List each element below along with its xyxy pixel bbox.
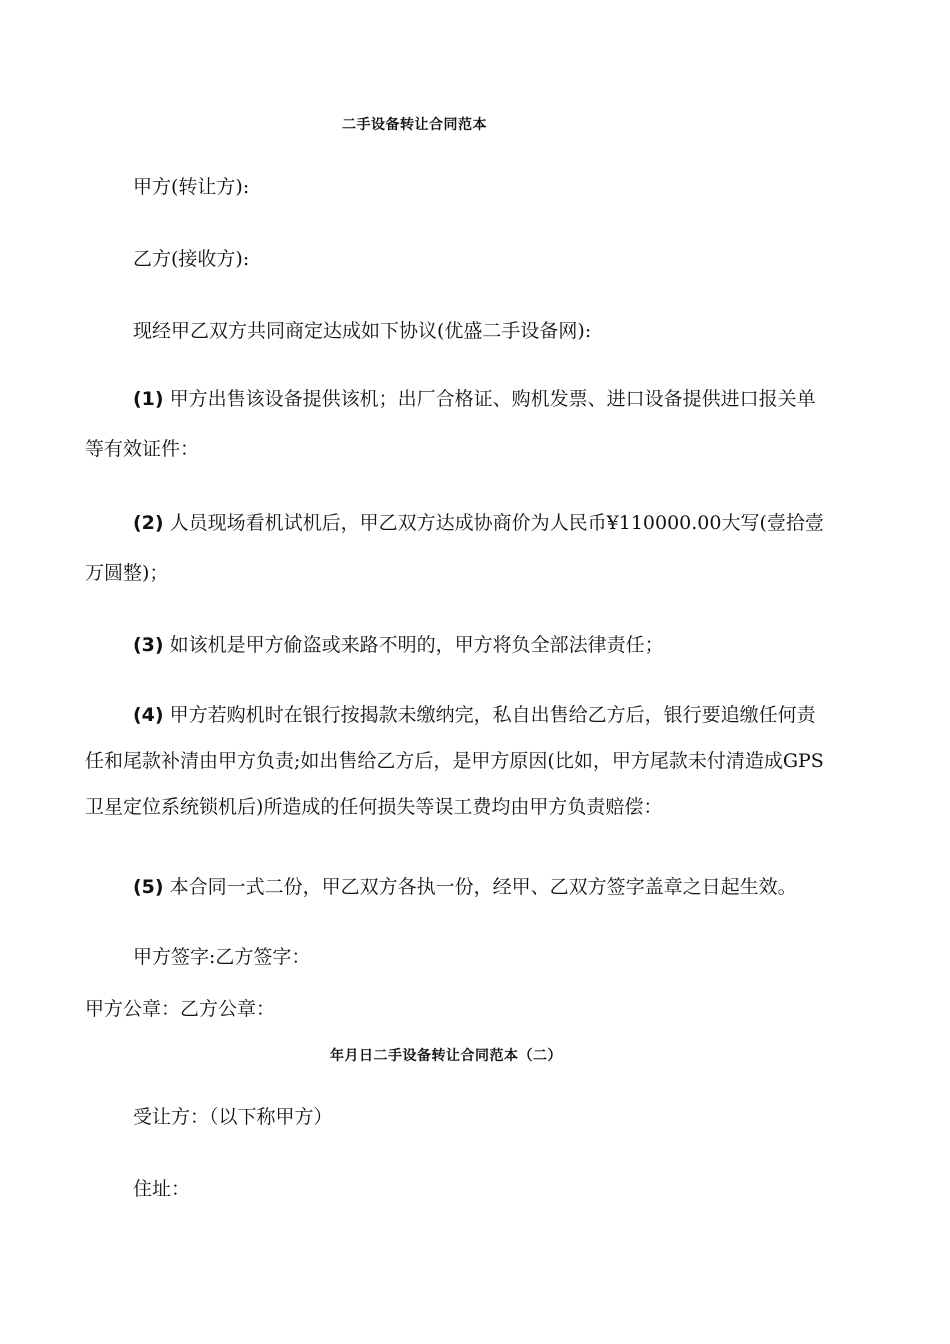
- clause-number: (1): [133, 388, 164, 410]
- clause-line: (2) 人员现场看机试机后，甲乙双方达成协商价为人民币¥110000.00大写(壹拾壹: [133, 512, 824, 534]
- clause-line: (4) 甲方若购机时在银行按揭款未缴纳完，私自出售给乙方后，银行要追缴任何责: [133, 704, 816, 726]
- intro-line: 现经甲乙双方共同商定达成如下协议(优盛二手设备网):: [133, 320, 592, 342]
- seal-line: 甲方公章：乙方公章：: [85, 998, 276, 1020]
- clause-5: [85, 874, 885, 900]
- clause-line: 等有效证件：: [85, 438, 200, 460]
- clause-2: [85, 510, 885, 586]
- document-title: 二手设备转让合同范本: [342, 117, 487, 133]
- address-line: 住址：: [133, 1178, 191, 1200]
- party-b-line: 乙方(接收方):: [133, 248, 250, 270]
- clause-1: [85, 386, 885, 462]
- clause-line: (5) 本合同一式二份，甲乙双方各执一份，经甲、乙双方签字盖章之日起生效。: [133, 876, 797, 898]
- party-a-line: 甲方(转让方):: [133, 176, 250, 198]
- clause-line: (3) 如该机是甲方偷盗或来路不明的，甲方将负全部法律责任；: [133, 634, 664, 656]
- section-title-2: 年月日二手设备转让合同范本（二）: [330, 1048, 562, 1064]
- clause-line: 卫星定位系统锁机后)所造成的任何损失等误工费均由甲方负责赔偿：: [85, 796, 663, 818]
- clause-4: [85, 702, 885, 820]
- signature-line: 甲方签字:乙方签字：: [133, 946, 311, 968]
- clause-number: (3): [133, 634, 164, 656]
- clause-number: (4): [133, 704, 164, 726]
- assignee-line: 受让方：（以下称甲方）: [133, 1106, 333, 1128]
- clause-number: (5): [133, 876, 164, 898]
- clause-number: (2): [133, 512, 164, 534]
- clause-line: 万圆整)；: [85, 562, 169, 584]
- clause-line: (1) 甲方出售该设备提供该机；出厂合格证、购机发票、进口设备提供进口报关单: [133, 388, 816, 410]
- clause-line: 任和尾款补清由甲方负责;如出售给乙方后，是甲方原因(比如，甲方尾款未付清造成GPS: [85, 750, 824, 772]
- clause-3: [85, 632, 885, 658]
